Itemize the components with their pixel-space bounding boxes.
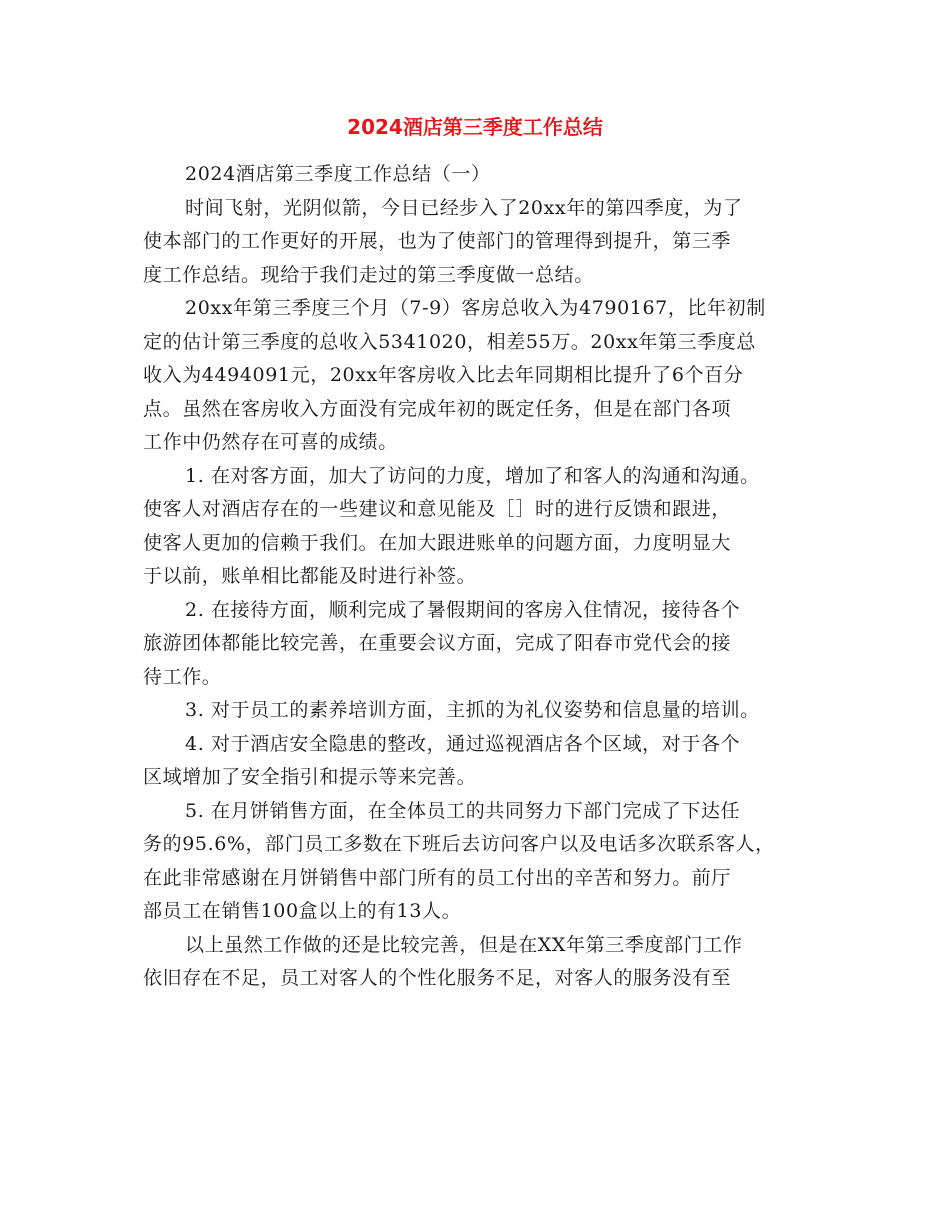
body-paragraph: 以上虽然工作做的还是比较完善，但是在XX年第三季度部门工作 依旧存在不足，员工对客人的个性化服务不足，对客人的服务没有至 xyxy=(143,933,743,989)
list-item-paragraph: 2. 在接待方面，顺利完成了暑假期间的客房入住情况，接待各个 旅游团体都能比较完善，在重要会议方面，完成了阳春市党代会的接 待工作。 xyxy=(143,598,741,688)
document-title: 2024酒店第三季度工作总结 xyxy=(347,115,603,139)
list-item-paragraph: 4. 对于酒店安全隐患的整改，通过巡视酒店各个区域，对于各个 区域增加了安全指引和提示等来完善。 xyxy=(143,732,741,788)
list-item-paragraph: 1. 在对客方面，加大了访问的力度，增加了和客人的沟通和沟通。 使客人对酒店存在的一些建议和意见能及［］时的进行反馈和跟进， 使客人更加的信赖于我们。在加大跟进账单的问题方面，力度明显大 于以前，账单相比都能及时进行补签。 xyxy=(143,464,760,587)
list-item-paragraph: 5. 在月饼销售方面，在全体员工的共同努力下部门完成了下达任 务的95.6%，部门员工多数在下班后去访问客户以及电话多次联系客人， 在此非常感谢在月饼销售中部门所有的员工付出的辛苦和努力。前厅 部员工在销售100盒以上的有13人。 xyxy=(143,799,775,922)
list-item-paragraph: 3. 对于员工的素养培训方面，主抓的为礼仪姿势和信息量的培训。 xyxy=(185,699,760,721)
section-heading: 2024酒店第三季度工作总结（一） xyxy=(185,163,491,185)
document-body xyxy=(143,158,823,996)
body-paragraph: 20xx年第三季度三个月（7-9）客房总收入为4790167，比年初制 定的估计第三季度的总收入5341020，相差55万。20xx年第三季度总 收入为4494091元，20xx年客房收入比去年同期相比提升了6个百分 点。虽然在客房收入方面没有完成年初的既定任务，但是在部门各项 工作中仍然存在可喜的成绩。 xyxy=(143,297,766,453)
body-paragraph: 时间飞射，光阴似箭，今日已经步入了20xx年的第四季度，为了 使本部门的工作更好的开展，也为了使部门的管理得到提升，第三季 度工作总结。现给于我们走过的第三季度做一总结。 xyxy=(143,196,743,286)
